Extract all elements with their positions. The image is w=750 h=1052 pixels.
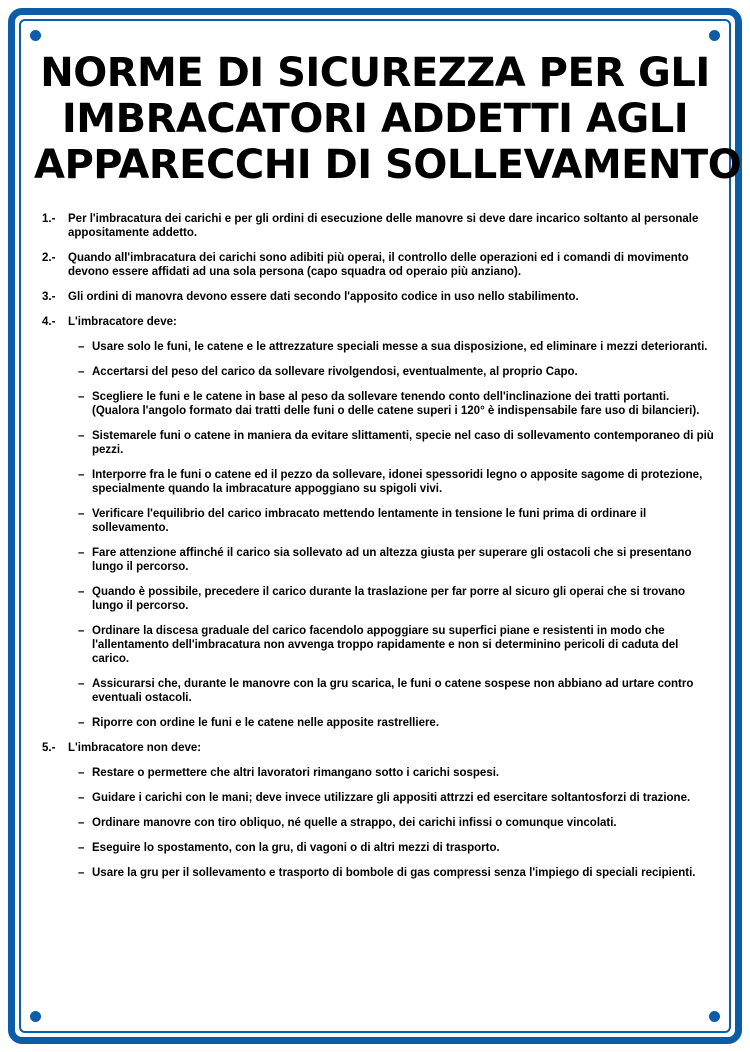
sub-item-dash: – — [78, 508, 85, 520]
rule-text: Gli ordini di manovra devono essere dati secondo l'apposito codice in uso nello stabilimento. — [68, 291, 579, 303]
sub-item — [34, 624, 716, 666]
rule-number: 2.- — [42, 252, 56, 264]
sub-item — [34, 507, 716, 535]
sub-item — [34, 816, 716, 830]
sub-item-text: Ordinare manovre con tiro obliquo, né quelle a strappo, dei carichi infissi o comunque vincolati. — [92, 817, 617, 829]
sub-item-dash: – — [78, 792, 85, 804]
sub-item-text: Interporre fra le funi o catene ed il pezzo da sollevare, idonei spessoridi legno o apposite sagome di protezione, specialmente quando la imbracature appoggiano su spigoli vivi. — [92, 469, 703, 495]
rule-text: L'imbracatore deve: — [68, 316, 177, 328]
rule-number: 5.- — [42, 742, 56, 754]
sub-item-dash: – — [78, 391, 85, 403]
sub-item-text: Fare attenzione affinché il carico sia sollevato ad un altezza giusta per superare gli ostacoli che si presentano lungo il percorso. — [92, 547, 692, 573]
rule-item — [34, 251, 716, 279]
sub-item-text: Sistemarele funi o catene in maniera da evitare slittamenti, specie nel caso di sollevamento contemporaneo di più pezzi. — [92, 430, 714, 456]
sub-item-dash: – — [78, 366, 85, 378]
sub-item — [34, 340, 716, 354]
sub-item — [34, 390, 716, 418]
sub-item-dash: – — [78, 547, 85, 559]
sub-item-text: Assicurarsi che, durante le manovre con la gru scarica, le funi o catene sospese non abbiano ad urtare contro eventuali ostacoli. — [92, 678, 694, 704]
rule-item — [34, 212, 716, 240]
sub-item-text: Riporre con ordine le funi e le catene nelle apposite rastrelliere. — [92, 717, 440, 729]
sub-item-dash: – — [78, 717, 85, 729]
sub-item-text: Ordinare la discesa graduale del carico facendolo appoggiare su superfici piane e resistenti in modo che l'allentamento dell'imbracatura non avvenga troppo rapidamente e non si determinino pericoli di caduta del carico. — [92, 625, 679, 665]
title-line-3: APPARECCHI DI SOLLEVAMENTO — [34, 142, 742, 188]
rule-text: L'imbracatore non deve: — [68, 742, 202, 754]
sub-item-dash: – — [78, 430, 85, 442]
sign-body — [34, 212, 716, 880]
rule-text: Quando all'imbracatura dei carichi sono adibiti più operai, il controllo delle operazioni ed i comandi di movimento devono essere affidati ad una sola persona (capo squadra od operaio più anziano). — [68, 252, 689, 278]
sub-item-text: Eseguire lo spostamento, con la gru, di vagoni o di altri mezzi di trasporto. — [92, 842, 500, 854]
sub-item — [34, 716, 716, 730]
sub-item-text: Usare solo le funi, le catene e le attrezzature speciali messe a sua disposizione, ed eliminare i mezzi deterioranti. — [92, 341, 708, 353]
sub-item-text: Restare o permettere che altri lavoratori rimangano sotto i carichi sospesi. — [92, 767, 500, 779]
rule-item — [34, 290, 716, 304]
sub-item-dash: – — [78, 625, 85, 637]
sign-title — [34, 50, 742, 188]
rule-text: Per l'imbracatura dei carichi e per gli ordini di esecuzione delle manovre si deve dare incarico soltanto al personale appositamente addetto. — [68, 213, 699, 239]
sub-item — [34, 429, 716, 457]
sub-item-dash: – — [78, 767, 85, 779]
sub-item-text: Guidare i carichi con le mani; deve invece utilizzare gli appositi attrzzi ed esercitare soltantosforzi di trazione. — [92, 792, 691, 804]
sub-item — [34, 468, 716, 496]
sub-item — [34, 677, 716, 705]
sub-item — [34, 791, 716, 805]
sub-item-text: Scegliere le funi e le catene in base al peso da sollevare tenendo conto dell'inclinazione dei tratti portanti. (Qualora l'angolo formato dai tratti delle funi o delle catene superi i 120° è indispensabile fare uso di bilancieri). — [92, 391, 700, 417]
title-line-2: IMBRACATORI ADDETTI AGLI — [61, 96, 689, 142]
sub-item — [34, 841, 716, 855]
sub-item-dash: – — [78, 678, 85, 690]
sub-item-dash: – — [78, 867, 85, 879]
rule-number: 3.- — [42, 291, 56, 303]
sub-item-dash: – — [78, 817, 85, 829]
rule-number: 1.- — [42, 213, 56, 225]
title-line-1: NORME DI SICUREZZA PER GLI — [40, 50, 710, 96]
sub-item-text: Usare la gru per il sollevamento e trasporto di bombole di gas compressi senza l'impiego di speciali recipienti. — [92, 867, 696, 879]
sub-item — [34, 866, 716, 880]
rule-number: 4.- — [42, 316, 56, 328]
sign-content — [34, 38, 742, 1020]
sub-item-text: Verificare l'equilibrio del carico imbracato mettendo lentamente in tensione le funi prima di ordinare il sollevamento. — [92, 508, 647, 534]
sub-item — [34, 365, 716, 379]
sub-item — [34, 585, 716, 613]
sub-item-dash: – — [78, 842, 85, 854]
sub-item — [34, 766, 716, 780]
sub-item-text: Quando è possibile, precedere il carico durante la traslazione per far porre al sicuro gli operai che si trovano lungo il percorso. — [92, 586, 686, 612]
sub-item-dash: – — [78, 341, 85, 353]
rule-item — [34, 315, 716, 329]
sub-item-dash: – — [78, 586, 85, 598]
rule-item — [34, 741, 716, 755]
sub-item-dash: – — [78, 469, 85, 481]
sub-item-text: Accertarsi del peso del carico da sollevare rivolgendosi, eventualmente, al proprio Capo. — [92, 366, 578, 378]
sub-item — [34, 546, 716, 574]
